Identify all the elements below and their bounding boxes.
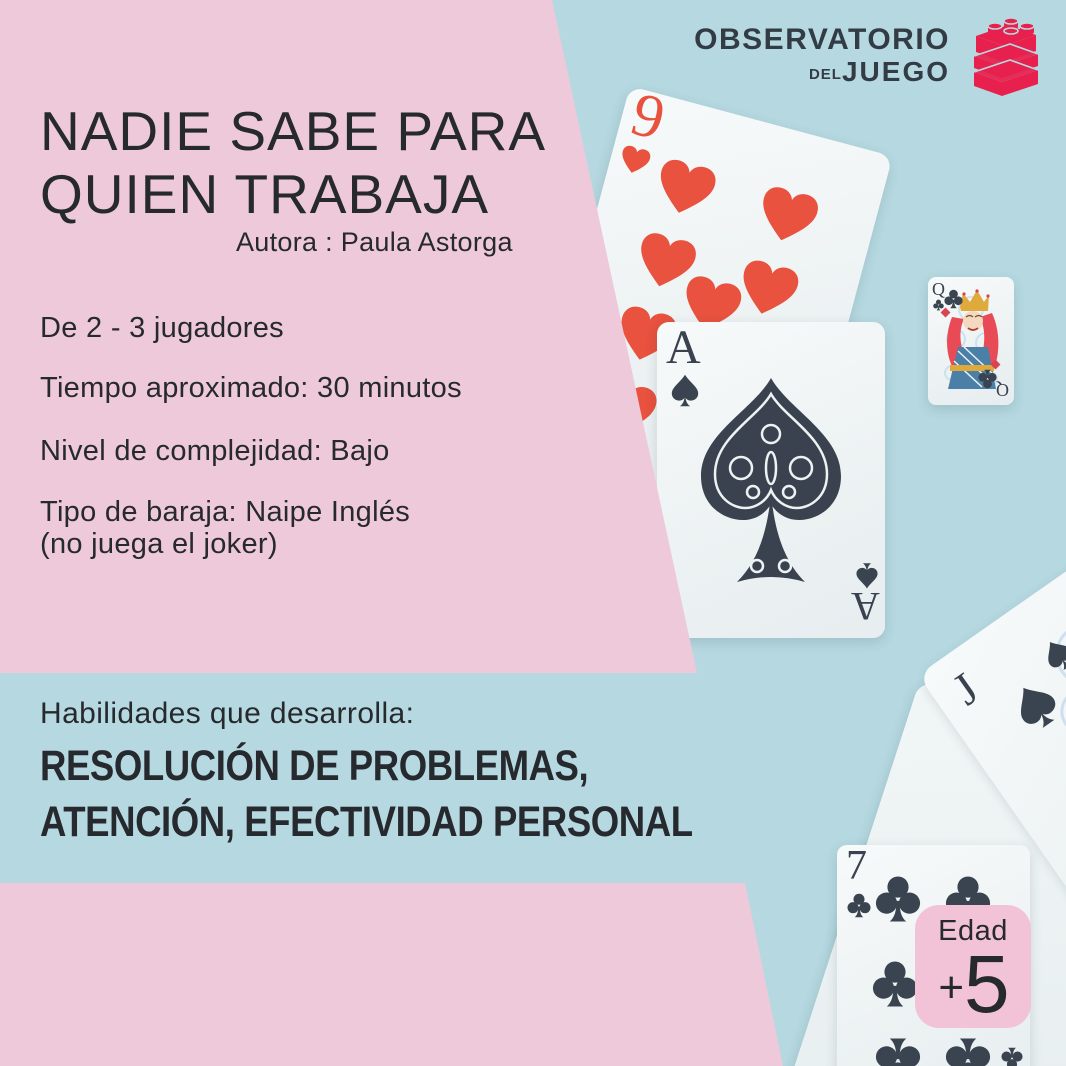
complexity-line: Nivel de complejidad: Bajo (40, 435, 390, 467)
deck-note-line: (no juega el joker) (40, 528, 278, 560)
logo-del: DEL (808, 65, 842, 83)
time-line: Tiempo aproximado: 30 minutos (40, 372, 462, 404)
skills-heading: Habilidades que desarrolla: (40, 697, 415, 730)
heart-icon (753, 183, 823, 249)
skills-line-2: ATENCIÓN, EFECTIVIDAD PERSONAL (40, 798, 693, 846)
card-queen-of-clubs (928, 277, 1014, 405)
age-number: 5 (964, 939, 1008, 1030)
brick-stack-icon (960, 12, 1052, 98)
logo-name-line1: OBSERVATORIO (694, 22, 950, 56)
club-icon (944, 289, 963, 309)
card-rank-7: 7 (846, 843, 867, 889)
title-line-2: QUIEN TRABAJA (40, 163, 490, 225)
logo-text (694, 22, 950, 87)
deck-line: Tipo de baraja: Naipe Inglés (40, 496, 411, 528)
club-icon (872, 960, 918, 1008)
club-icon (847, 893, 871, 918)
ornate-spade-icon (691, 376, 851, 596)
author-line: Autora : Paula Astorga (236, 227, 513, 257)
logo-juego: JUEGO (841, 55, 950, 87)
card-rank-A: A (666, 321, 701, 374)
card-rank-A-inverted: A (851, 584, 880, 629)
age-badge-label: Edad (938, 915, 1008, 947)
title-line-1: NADIE SABE PARA (40, 100, 547, 162)
heart-icon (651, 155, 721, 221)
card-ace-of-spades (657, 322, 885, 638)
logo-name-line2 (694, 55, 950, 87)
age-badge-value (915, 939, 1031, 1030)
club-icon (933, 299, 944, 311)
club-icon (945, 1037, 991, 1066)
players-line: De 2 - 3 jugadores (40, 312, 284, 344)
observatorio-del-juego-logo (694, 12, 1052, 98)
skills-line-1: RESOLUCIÓN DE PROBLEMAS, (40, 742, 589, 790)
club-icon (978, 369, 997, 389)
card-rank-Q: Q (932, 279, 945, 299)
plus-sign: + (938, 962, 965, 1012)
club-icon (875, 1037, 921, 1066)
page-title (40, 100, 546, 226)
club-icon (1001, 1047, 1023, 1066)
card-rank-Q-inverted: Q (996, 380, 1009, 400)
card-rank-9: 9 (624, 79, 672, 154)
card-rank-J: J (943, 662, 988, 715)
age-badge (915, 905, 1031, 1028)
